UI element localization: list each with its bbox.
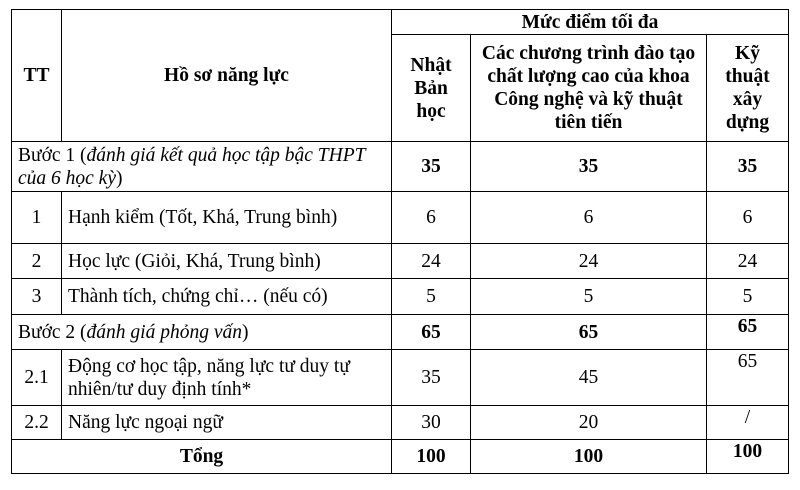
row-label: Hạnh kiểm (Tốt, Khá, Trung bình): [62, 192, 392, 244]
row-tt: 2.2: [12, 406, 62, 440]
step-1-value-ktxd: 35: [707, 142, 789, 192]
row-value-clc: 24: [471, 244, 707, 279]
step-1-label-italic: đánh giá kết quả học tập bậc THPT của 6 học kỳ: [18, 144, 366, 189]
step-1-label: [12, 142, 392, 192]
row-value-ktxd: 24: [707, 244, 789, 279]
row-value-clc: 5: [471, 279, 707, 315]
row-value-ktxd: /: [707, 406, 789, 440]
row-value-clc: 6: [471, 192, 707, 244]
step-2-label-italic: đánh giá phỏng vấn: [86, 321, 242, 343]
step-2-label: [12, 315, 392, 350]
step-1-value-clc: 35: [471, 142, 707, 192]
row-tt: 3: [12, 279, 62, 315]
row-value-nhat-ban: 6: [392, 192, 471, 244]
step-1-label-close: ): [116, 167, 123, 189]
row-label: Động cơ học tập, năng lực tư duy tự nhiên/tư duy định tính*: [62, 350, 392, 406]
total-row: [12, 440, 789, 474]
table-row: [12, 406, 789, 440]
table-row: [12, 279, 789, 315]
table-row: [12, 192, 789, 244]
header-tt: TT: [12, 10, 62, 142]
row-tt: 2.1: [12, 350, 62, 406]
row-value-ktxd: 65: [707, 350, 789, 406]
row-value-nhat-ban: 24: [392, 244, 471, 279]
row-value-clc: 20: [471, 406, 707, 440]
header-muc-diem: Mức điểm tối đa: [392, 10, 789, 35]
row-value-ktxd: 5: [707, 279, 789, 315]
step-2-row: [12, 315, 789, 350]
step-1-label-plain: Bước 1 (: [18, 144, 87, 166]
table-row: [12, 350, 789, 406]
row-value-clc: 45: [471, 350, 707, 406]
header-ktxd: Kỹ thuật xây dựng: [707, 35, 789, 142]
row-tt: 2: [12, 244, 62, 279]
step-2-value-ktxd: 65: [707, 315, 789, 350]
step-1-value-nhat-ban: 35: [392, 142, 471, 192]
step-2-value-nhat-ban: 65: [392, 315, 471, 350]
row-tt: 1: [12, 192, 62, 244]
step-2-label-plain: Bước 2 (: [18, 321, 87, 343]
row-value-ktxd: 6: [707, 192, 789, 244]
step-1-row: [12, 142, 789, 192]
header-nhat-ban-hoc: Nhật Bản học: [392, 35, 471, 142]
step-2-value-clc: 65: [471, 315, 707, 350]
table-row: [12, 244, 789, 279]
header-ho-so: Hồ sơ năng lực: [62, 10, 392, 142]
header-clc: Các chương trình đào tạo chất lượng cao của khoa Công nghệ và kỹ thuật tiên tiến: [471, 35, 707, 142]
total-value-clc: 100: [471, 440, 707, 474]
row-value-nhat-ban: 30: [392, 406, 471, 440]
row-label: Thành tích, chứng chỉ… (nếu có): [62, 279, 392, 315]
row-value-nhat-ban: 35: [392, 350, 471, 406]
header-row-top: [12, 10, 789, 35]
score-table: [11, 9, 789, 474]
total-value-ktxd: 100: [707, 440, 789, 474]
row-label: Học lực (Giỏi, Khá, Trung bình): [62, 244, 392, 279]
row-value-nhat-ban: 5: [392, 279, 471, 315]
total-value-nhat-ban: 100: [392, 440, 471, 474]
step-2-label-close: ): [242, 321, 249, 343]
row-label: Năng lực ngoại ngữ: [62, 406, 392, 440]
total-label: Tổng: [12, 440, 392, 474]
